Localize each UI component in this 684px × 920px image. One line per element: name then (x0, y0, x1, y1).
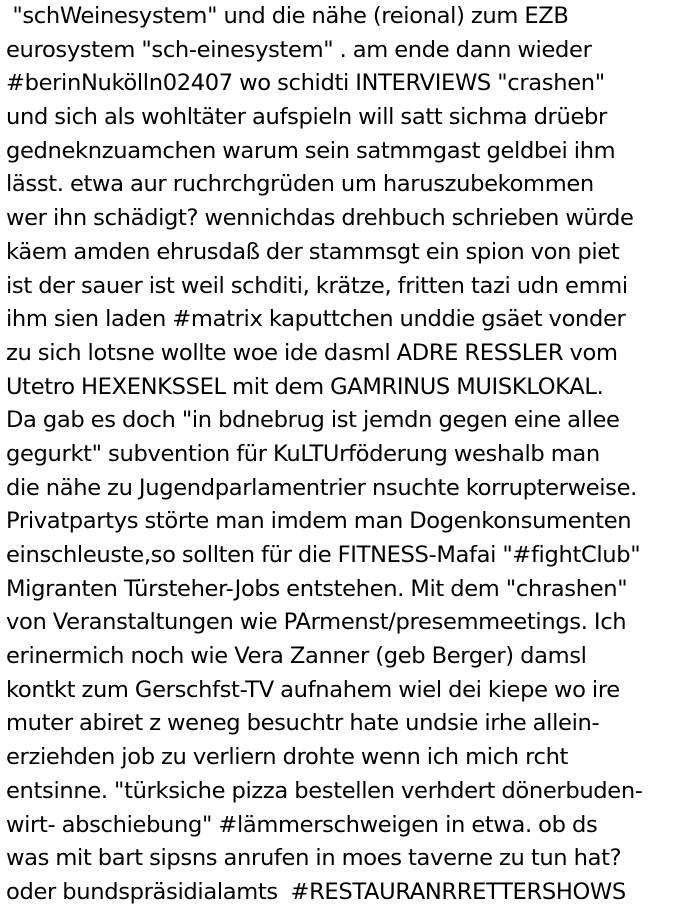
text-line-25: wirt- abschiebung" #lämmerschweigen in etwa. ob ds (6, 811, 598, 838)
text-line-2: eurosystem "sch-einesystem" . am ende dann wieder (6, 36, 592, 63)
text-line-14: gegurkt" subvention für KuLTUrföderung weshalb man (6, 440, 600, 467)
text-line-22: muter abiret z weneg besuchtr hate undsie irhe allein- (6, 710, 600, 737)
text-line-4: und sich als wohltäter aufspieln will satt sichma drüebr (6, 104, 607, 131)
text-line-7: wer ihn schädigt? wennichdas drehbuch schrieben würde (6, 205, 634, 232)
text-line-12: Utetro HEXENKSSEL mit dem GAMRINUS MUISKLOKAL. (6, 373, 604, 400)
text-line-19: von Veranstaltungen wie PArmenst/presemmeetings. Ich (6, 609, 627, 636)
text-line-5: gedneknzuamchen warum sein satmmgast geldbei ihm (6, 137, 616, 164)
text-line-11: zu sich lotsne wollte woe ide dasml ADRE RESSLER vom (6, 339, 618, 366)
text-line-17: einschleuste,so sollten für die FITNESS-Mafai "#fightClub" (6, 542, 641, 568)
text-line-26: was mit bart sipsns anrufen in moes taverne zu tun hat? (6, 845, 622, 872)
text-line-1: "schWeinesystem" und die nähe (reional) zum EZB (6, 3, 569, 29)
text-line-24: entsinne. "türksiche pizza bestellen verhdert dönerbuden- (6, 777, 643, 804)
text-line-23: erziehden job zu verliern drohte wenn ich mich rcht (6, 744, 569, 771)
text-line-8: käem amden ehrusdaß der stammsgt ein spion von piet (6, 238, 620, 265)
text-line-9: ist der sauer ist weil schditi, krätze, fritten tazi udn emmi (6, 272, 628, 299)
text-line-20: erinermich noch wie Vera Zanner (geb Berger) damsl (6, 643, 587, 670)
text-line-21: kontkt zum Gerschfst-TV aufnahem wiel dei kiepe wo ire (6, 676, 620, 703)
text-line-18: Migranten Türsteher-Jobs entstehen. Mit dem "chrashen" (6, 575, 628, 602)
text-line-13: Da gab es doch "in bdnebrug ist jemdn gegen eine allee (6, 407, 620, 434)
document-body (6, 0, 682, 920)
text-line-6: lässt. etwa aur ruchrchgrüden um haruszubekommen (6, 171, 594, 198)
text-line-10: ihm sien laden #matrix kaputtchen unddie gsäet vonder (6, 306, 626, 333)
text-line-16: Privatpartys störte man imdem man Dogenkonsumenten (6, 508, 632, 535)
text-line-15: die nähe zu Jugendparlamentrier nsuchte korrupterweise. (6, 474, 637, 501)
text-line-3: #berinNukölln02407 wo schidti INTERVIEWS "crashen" (6, 70, 605, 97)
text-line-27: oder bundspräsidialamts #RESTAURANRRETTERSHOWS (6, 878, 626, 905)
